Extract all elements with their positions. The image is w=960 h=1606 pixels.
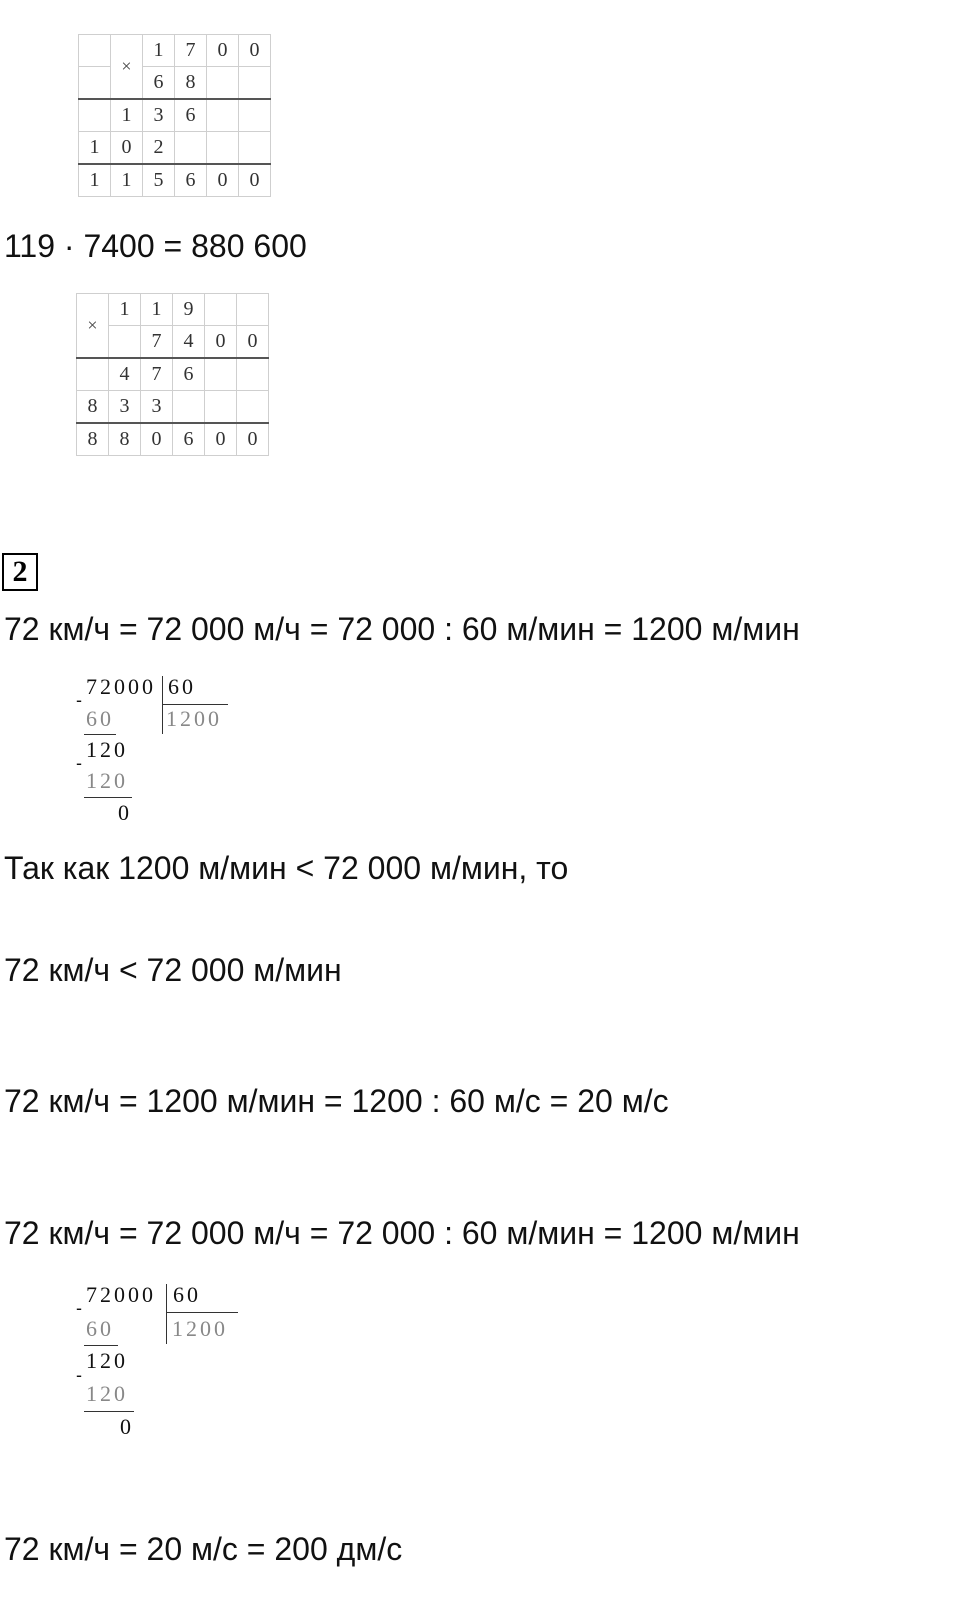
grid-cell	[79, 67, 111, 100]
grid-cell: 0	[237, 423, 269, 456]
grid-cell	[77, 358, 109, 391]
grid-cell: 0	[207, 164, 239, 197]
grid-cell	[237, 358, 269, 391]
grid-cell	[109, 326, 141, 359]
multiply-sign: ×	[111, 35, 143, 100]
subtraction-line	[84, 1411, 134, 1412]
equation-line: 119 · 7400 = 880 600	[4, 228, 307, 264]
grid-cell	[239, 132, 271, 165]
equation-line: 72 км/ч = 20 м/с = 200 дм/с	[4, 1531, 403, 1567]
divisor: 60	[168, 674, 196, 699]
remainder: 120	[86, 737, 128, 762]
grid-cell: 1	[111, 99, 143, 132]
subtraction-line	[84, 734, 116, 735]
grid-cell: 3	[141, 391, 173, 424]
grid-cell: 1	[79, 164, 111, 197]
grid-cell: 3	[143, 99, 175, 132]
grid-cell	[205, 358, 237, 391]
grid-cell: 0	[205, 326, 237, 359]
grid-cell	[237, 294, 269, 326]
grid-cell: 8	[175, 67, 207, 100]
equation-line: 72 км/ч = 72 000 м/ч = 72 000 : 60 м/мин = 1200 м/мин	[4, 1215, 800, 1251]
grid-cell: 7	[141, 358, 173, 391]
grid-cell: 4	[109, 358, 141, 391]
grid-row	[77, 391, 269, 424]
division-bar-vertical	[166, 1284, 167, 1344]
equation-line: Так как 1200 м/мин < 72 000 м/мин, то	[4, 850, 569, 886]
grid-cell	[175, 132, 207, 165]
subtrahend: 120	[86, 768, 128, 793]
division-bar-horizontal	[166, 1312, 238, 1313]
grid-cell	[237, 391, 269, 424]
grid-cell	[205, 294, 237, 326]
grid-cell: 5	[143, 164, 175, 197]
multiplication-grid-1	[78, 34, 271, 197]
dividend: 72000	[86, 674, 156, 699]
grid-cell: 2	[143, 132, 175, 165]
grid-cell	[173, 391, 205, 424]
grid-cell	[239, 67, 271, 100]
subtraction-line	[84, 1345, 118, 1346]
subtraction-line	[84, 797, 132, 798]
equation-line: 72 км/ч = 1200 м/мин = 1200 : 60 м/с = 20 м/с	[4, 1083, 669, 1119]
subtrahend: 60	[86, 1316, 114, 1341]
grid-cell: 6	[175, 99, 207, 132]
grid-cell: 6	[175, 164, 207, 197]
grid-cell: 8	[109, 423, 141, 456]
grid-row	[77, 294, 269, 326]
task-number-badge: 2	[2, 553, 38, 591]
grid-cell: 0	[207, 35, 239, 67]
minus-sign: -	[76, 690, 85, 710]
grid-row	[79, 67, 271, 100]
grid-cell	[207, 99, 239, 132]
equation-line: 72 км/ч = 72 000 м/ч = 72 000 : 60 м/мин = 1200 м/мин	[4, 611, 800, 647]
grid-cell: 1	[79, 132, 111, 165]
grid-cell	[207, 132, 239, 165]
final-remainder: 0	[120, 1414, 134, 1439]
grid-cell: 0	[239, 164, 271, 197]
quotient: 1200	[166, 706, 222, 731]
grid-cell: 6	[173, 423, 205, 456]
grid-cell: 6	[143, 67, 175, 100]
minus-sign: -	[76, 753, 85, 773]
subtrahend: 60	[86, 706, 114, 731]
division-bar-vertical	[162, 676, 163, 734]
grid-cell: 0	[141, 423, 173, 456]
minus-sign: -	[76, 1298, 85, 1318]
grid-cell	[205, 391, 237, 424]
grid-row	[77, 358, 269, 391]
long-division-2	[76, 1282, 256, 1447]
grid-cell: 1	[141, 294, 173, 326]
minus-sign: -	[76, 1365, 85, 1385]
grid-cell: 3	[109, 391, 141, 424]
grid-cell	[79, 35, 111, 67]
divisor: 60	[173, 1282, 201, 1307]
final-remainder: 0	[118, 800, 132, 825]
grid-row	[79, 132, 271, 165]
multiply-sign: ×	[77, 294, 109, 359]
grid-cell: 1	[109, 294, 141, 326]
grid-cell: 4	[173, 326, 205, 359]
grid-row	[79, 164, 271, 197]
grid-cell: 8	[77, 423, 109, 456]
quotient: 1200	[172, 1316, 228, 1341]
grid-cell	[207, 67, 239, 100]
dividend: 72000	[86, 1282, 156, 1307]
grid-cell: 1	[111, 164, 143, 197]
grid-cell: 0	[111, 132, 143, 165]
grid-cell: 8	[77, 391, 109, 424]
long-division-1	[76, 674, 246, 834]
grid-cell: 7	[175, 35, 207, 67]
grid-cell	[239, 99, 271, 132]
remainder: 120	[86, 1348, 128, 1373]
grid-cell: 6	[173, 358, 205, 391]
grid-cell: 9	[173, 294, 205, 326]
division-bar-horizontal	[162, 704, 228, 705]
subtrahend: 120	[86, 1381, 128, 1406]
grid-row	[79, 99, 271, 132]
grid-cell: 7	[141, 326, 173, 359]
multiplication-grid-2	[76, 293, 269, 456]
grid-cell: 0	[205, 423, 237, 456]
grid-cell	[79, 99, 111, 132]
grid-cell: 1	[143, 35, 175, 67]
grid-cell: 0	[237, 326, 269, 359]
grid-row	[77, 423, 269, 456]
grid-row	[79, 35, 271, 67]
grid-cell: 0	[239, 35, 271, 67]
equation-line: 72 км/ч < 72 000 м/мин	[4, 952, 342, 988]
